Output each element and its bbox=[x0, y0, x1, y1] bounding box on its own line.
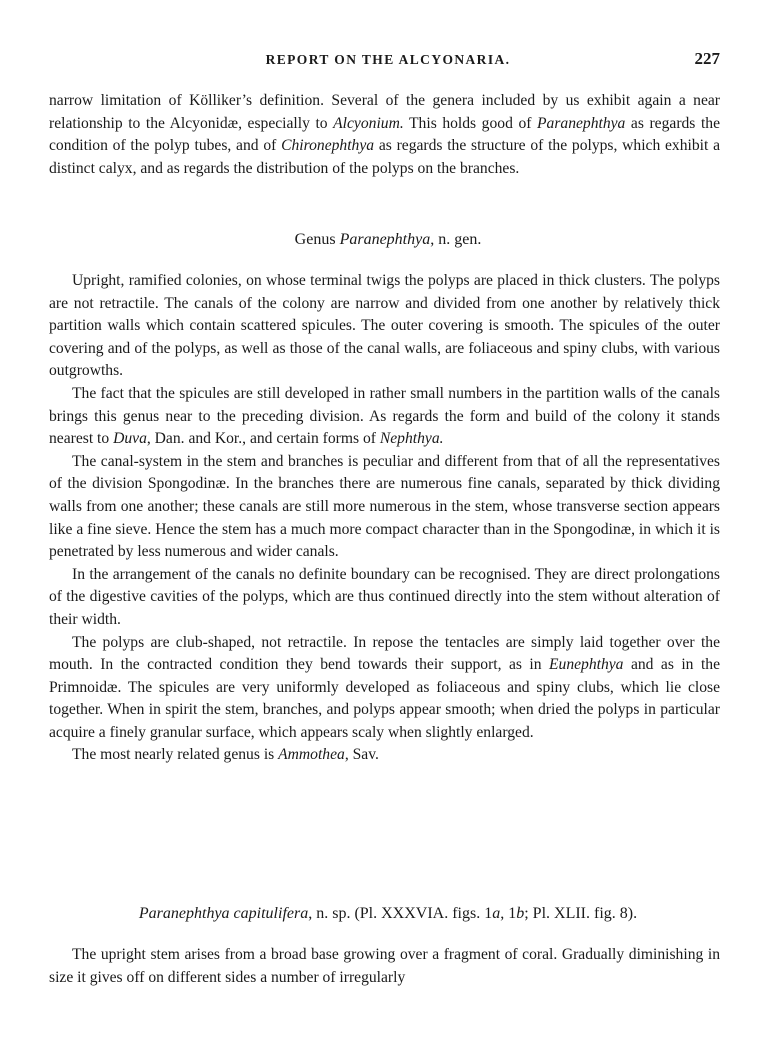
species-fig-b: b bbox=[516, 905, 525, 922]
intro-italic-2: Paranephthya bbox=[537, 114, 626, 132]
intro-italic-1: Alcyonium. bbox=[333, 114, 404, 132]
paragraph-2-text-2: , Dan. and Kor., and certain forms of bbox=[146, 430, 380, 448]
species-fig-a: a bbox=[492, 905, 501, 922]
paragraph-6-text-1: The most nearly related genus is bbox=[72, 746, 279, 764]
final-paragraph: The upright stem arises from a broad base growing over a fragment of coral. Gradually diminishing in size it gives off on different sides a number of irregularly bbox=[49, 946, 720, 986]
paragraph-5 bbox=[49, 632, 720, 745]
paragraph-5-text-2: and as in the Primnoidæ. The spicules are very uniformly developed as foliaceous and spiny clubs, which lie close together. When in spirit the stem, branches, and polyps appear smooth; when dried the polyps in particular acquire a finely granular surface, which appears scaly when slightly enlarged. bbox=[49, 656, 720, 741]
species-heading-sep: , 1 bbox=[500, 905, 517, 922]
paragraph-6-text-2: , Sav. bbox=[344, 746, 379, 764]
paragraph-4: In the arrangement of the canals no definite boundary can be recognised. They are direct prolongations of the digestive cavities of the polyps, which are thus continued directly into the stem without alteration of their width. bbox=[49, 565, 720, 628]
genus-heading-suffix: , n. gen. bbox=[430, 231, 482, 248]
paragraph-2-italic-2: Nephthya. bbox=[379, 430, 444, 448]
genus-heading-prefix: Genus bbox=[294, 231, 340, 248]
paragraph-6 bbox=[49, 744, 720, 767]
species-description bbox=[49, 944, 720, 989]
paragraph-2-italic-1: Duva bbox=[113, 430, 147, 448]
intro-paragraph bbox=[49, 90, 720, 180]
species-heading-rest: , n. sp. (Pl. XXXVIA. figs. 1 bbox=[308, 905, 493, 922]
paragraph-2 bbox=[49, 383, 720, 451]
intro-text-4: as regards the structure of the polyps, which exhibit a distinct calyx, and as regards the distribution of the polyps on the branches. bbox=[49, 137, 720, 177]
paragraph-6-italic-1: Ammothea bbox=[278, 746, 345, 764]
genus-heading-name: Paranephthya bbox=[339, 231, 431, 248]
page-number: 227 bbox=[694, 49, 720, 68]
intro-text-1: narrow limitation of Kölliker’s definition. Several of the genera included by us exhibit again a near relationship to the Alcyonidæ, especially to bbox=[49, 92, 720, 132]
genus-heading bbox=[0, 231, 776, 249]
paragraph-5-italic-1: Eunephthya bbox=[549, 656, 624, 674]
species-name: Paranephthya capitulifera bbox=[138, 905, 309, 922]
species-heading-end: ; Pl. XLII. fig. 8). bbox=[524, 905, 638, 922]
paragraph-1: Upright, ramified colonies, on whose terminal twigs the polyps are placed in thick clusters. The polyps are not retractile. The canals of the colony are narrow and divided from one another by relatively thick partition walls which contain scattered spicules. The outer covering is smooth. The spicules of the outer covering and of the polyps, as well as those of the canal walls, are foliaceous and spiny clubs, with various outgrowths. bbox=[49, 272, 720, 380]
intro-italic-3: Chironephthya bbox=[281, 137, 375, 155]
paragraph-5-text-1: The polyps are club-shaped, not retractile. In repose the tentacles are simply laid together over the mouth. In the contracted condition they bend towards their support, as in bbox=[49, 633, 720, 674]
species-heading bbox=[0, 905, 776, 923]
intro-text-3: as regards the condition of the polyp tubes, and of bbox=[49, 114, 720, 155]
genus-description bbox=[49, 270, 720, 767]
running-head bbox=[0, 49, 776, 71]
paragraph-2-text-1: The fact that the spicules are still developed in rather small numbers in the partition walls of the canals brings this genus near to the preceding division. As regards the form and build of the colony it stands nearest to bbox=[49, 384, 720, 448]
running-title: REPORT ON THE ALCYONARIA. bbox=[265, 52, 511, 67]
paragraph-3: The canal-system in the stem and branches is peculiar and different from that of all the representatives of the division Spongodinæ. In the branches there are numerous fine canals, separated by thick dividing walls from one another; these canals are still more numerous in the stem, whose transverse section appears like a fine sieve. Hence the stem has a much more compact character than in the Spongodinæ, in which it is penetrated by less numerous and wider canals. bbox=[49, 452, 720, 561]
intro-text-2: This holds good of bbox=[403, 114, 537, 132]
